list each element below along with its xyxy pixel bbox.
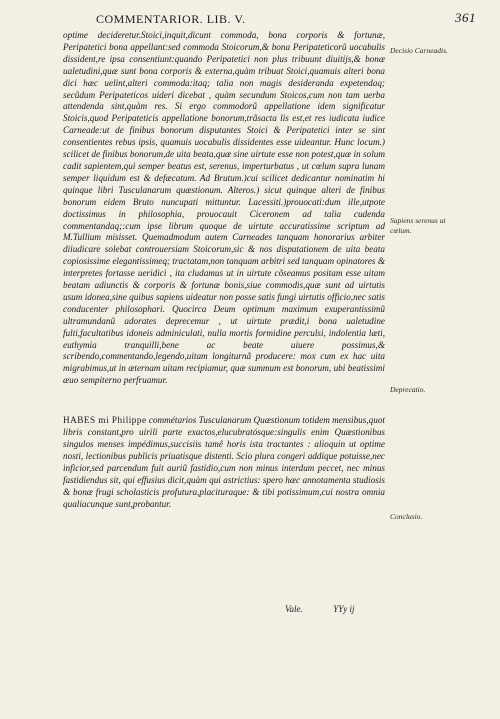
commentary-paragraph: optime decideretur.Stoici,inquit,dicunt commoda, bona corporis & fortunæ, Peripatetici bona appellant:sed commoda Stoicorum,& bona Peripateticorũ uocabulis dissident,re ipsa consentiunt:quando Peripatetici non plus tribuunt diuitijs,& bonæ ualetudini,quæ sunt bona corporis & externa,quàm tribuat Stoici,quamuis alteri bona dici hæc uelint,alteri commoda:itaq; talia non magis desideranda expetendaq; secũdum Peripateticos uideri dicebat , quàm secundum Stoicos,cum non tam uerba attendenda sint,quàm res. Si ergo commodorũ appellatione idem significatur Stoicis,quod Peripateticis appellatione bonorum,trãsacta lis est,et res iudicata iudice Carneade:ut de finibus bonorum disputantes Stoici & Peripatetici inter se sint consentientes rebus ipsis, quamuis uocabulis dissidentes esse uideantur. Hunc locum.) scilicet de finibus bonorum,de uita beata,quæ sine uirtute esse non potest,quæ in solum cadit sapientem,qui semper beatus est, serenus, imperturbatus , ut cœlum supra lunam semper liquidum est & defæcatum. Ad Brutum.)cui scilicet dedicantur nominatim hi quinque libri Tusculanarum quæstionum. Alteros.) sicut quinque alteri de finibus bonorum eidem Bruto nuncupati mittuntur. Lacessiti.)prouocati:dum ille,utpote doctissimus in philosophia, prouocauit Ciceronem ad talia cudenda commentandaq;:cum ipse librum quoque de uirtute accuratissime scriptum ad M.Tullium misisset. Quemadmodum autem Carneades tanquam honorarius arbiter diiudicare solebat controuersiam Stoicorum,sic & nos disputationem de uita beata copiosissime elegantissimeq; tractatam,non tanquam arbitri sed tanquam opinatores & interpretes fortasse ueridici , ita cludamus ut in uirtute cõseamus positam esse uitam beatam adiunctis & corporis & fortunæ bonis,siue commodis,quæ sunt ad uirtutis usum idonea,sine quibus sapiens uideatur non posse satis fungi uirtutis officio,nec satis conducenter philosophari. Quocirca Deum optimum maximum exuperantissimũ ultramundanũ adorates deprecemur , ut uirtute prædit,i bona ualetudine fulti,facultatibus idoneis adminiculati, nulla mortis formidine perculsi, indolentia læti, euthymia tranquilli,bene ac beate uiuere possimus,& scribendo,commentando,legendo,uitam longiturnã producere: mox cum ex hac uita migrabimus,ut in æternam uitam recipiamur, quæ summum est bonorum, ubi beatissimi æuo sempiterno perfruamur. <box>63 30 385 386</box>
margin-note-sapiens: Sapiens serenus ut cœlum. <box>390 216 446 235</box>
letter-opening: HABES mi Philippe <box>63 415 147 426</box>
margin-note-deprecatio: Deprecatio. <box>390 385 426 394</box>
main-text-block <box>63 30 385 510</box>
margin-note-conclusio: Conclusio. <box>390 512 423 521</box>
closing-letter-paragraph <box>63 415 385 510</box>
valediction: Vale. <box>285 604 303 614</box>
signature-block <box>285 604 355 614</box>
page-number: 361 <box>455 10 476 25</box>
letter-body: commétarios Tusculanarum Quæstionum totidem mensibus,quot libris constant,pro uirili parte exactos,elucubratósque:singulis enim Quæstionibus singulos menses impédimus,succisiis tamê horis ista tractantes : alioquin ut optime nosti, lectionibus publicis priuatisque distenti. Scio plura congeri addique potuisse,nec inficior,sed parcendum fuit auriũ fastidio,cum non minus interdum peccet, nec minus fastidiendus sit, qui effusius dicit,quàm qui astrictius: spero hæc annotamenta studiosis & bonæ frugi scholasticis profutura,placituraque: & tibi potissimum,cui nostra omnia qualiacunque sunt,probantur. <box>63 415 385 509</box>
signature-mark: YYy ij <box>333 604 355 614</box>
margin-note-decisio: Decisio Carneadis. <box>390 46 448 55</box>
running-title: COMMENTARIOR. LIB. V. <box>96 12 246 26</box>
running-header <box>96 10 476 28</box>
